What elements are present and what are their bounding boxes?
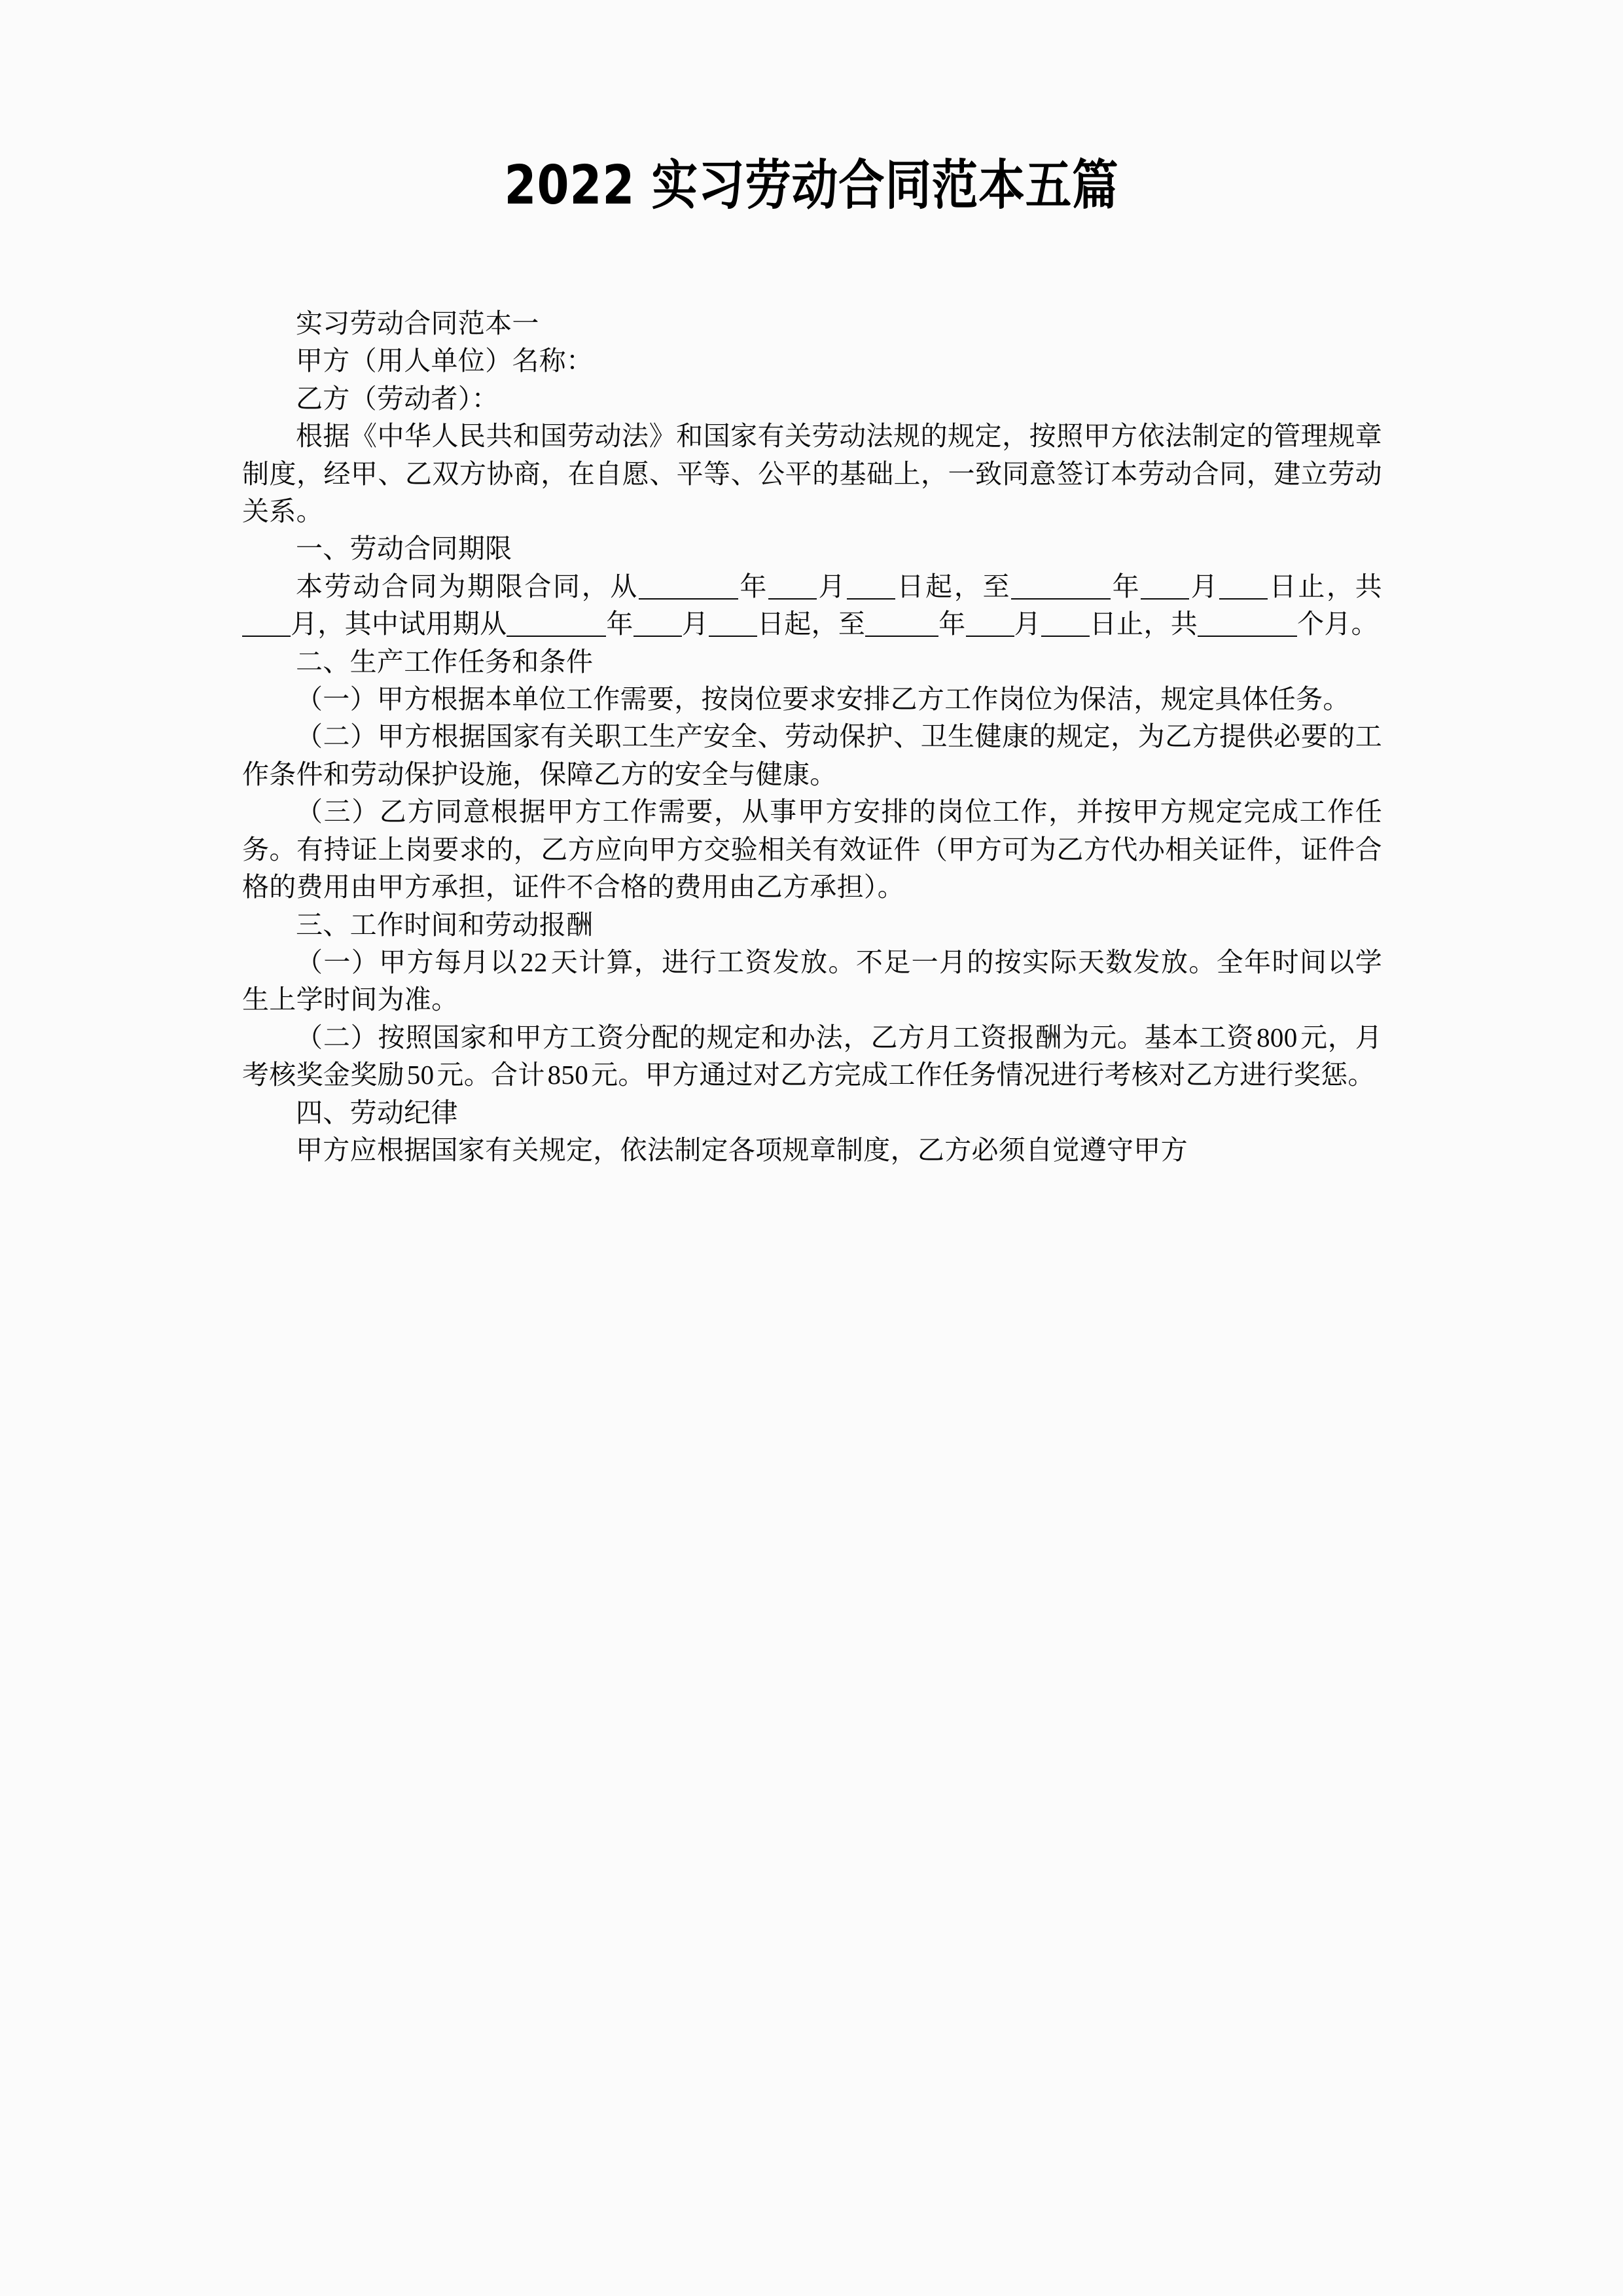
term-text-3: 月	[817, 571, 847, 601]
paragraph-item-3-2	[242, 1019, 1382, 1094]
work-days-text-a: （一）甲方每月以	[296, 946, 518, 977]
wage-text-b: 元，月考核奖金奖励	[242, 1022, 1382, 1090]
term-text-15: 个月。	[1297, 609, 1378, 639]
term-text-12: 年	[938, 609, 966, 639]
paragraph-party-a-name: 甲方（用人单位）名称：	[296, 346, 594, 376]
term-text-14: 日止，共	[1089, 609, 1198, 639]
wage-base-value: 800	[1257, 1022, 1298, 1052]
blank-probation-total-months[interactable]	[1198, 616, 1297, 637]
term-text-9: 年	[606, 609, 633, 639]
paragraph-contract-term	[242, 568, 1382, 643]
paragraph-item-2-2: （二）甲方根据国家有关职工生产安全、劳动保护、卫生健康的规定，为乙方提供必要的工作条件和劳动保护设施，保障乙方的安全与健康。	[242, 721, 1382, 789]
paragraph-item-2-3: （三）乙方同意根据甲方工作需要，从事甲方安排的岗位工作，并按甲方规定完成工作任务。有持证上岗要求的，乙方应向甲方交验相关有效证件（甲方可为乙方代办相关证件，证件合格的费用由甲方承担，证件不合格的费用由乙方承担）。	[242, 797, 1382, 903]
blank-probation-end-day[interactable]	[1041, 616, 1090, 637]
section-heading-1: 一、劳动合同期限	[296, 533, 512, 564]
term-text-10: 月	[681, 609, 709, 639]
paragraph-item-3-1	[242, 944, 1382, 1019]
blank-probation-start-month[interactable]	[633, 616, 682, 637]
section-heading-2: 二、生产工作任务和条件	[296, 646, 594, 677]
paragraph-preamble: 根据《中华人民共和国劳动法》和国家有关劳动法规的规定，按照甲方依法制定的管理规章制度，经甲、乙双方协商，在自愿、平等、公平的基础上，一致同意签订本劳动合同，建立劳动关系。	[242, 421, 1382, 527]
section-heading-3: 三、工作时间和劳动报酬	[296, 909, 594, 940]
term-text-1: 本劳动合同为期限合同，从	[296, 571, 639, 601]
term-text-13: 月	[1014, 609, 1041, 639]
work-days-text-b: 天计算，进行工资发放。不足一月的按实际天数发放。全年时间以学生上学时间为准。	[242, 946, 1382, 1015]
wage-text-d: 元。甲方通过对乙方完成工作任务情况进行考核对乙方进行奖惩。	[591, 1060, 1375, 1090]
work-days-value: 22	[520, 946, 548, 977]
term-text-6: 月	[1189, 571, 1220, 601]
blank-probation-end-month[interactable]	[966, 616, 1014, 637]
blank-start-month[interactable]	[768, 579, 817, 600]
blank-probation-start-day[interactable]	[709, 616, 757, 637]
term-text-11: 日起，至	[757, 609, 866, 639]
term-text-7: 日止，共	[1268, 571, 1382, 601]
paragraph-sample-heading: 实习劳动合同范本一	[296, 308, 539, 338]
term-text-5: 年	[1111, 571, 1141, 601]
page-title: 2022 实习劳动合同范本五篇	[504, 154, 1119, 217]
paragraph-party-b-name: 乙方（劳动者）：	[296, 383, 499, 414]
wage-bonus-value: 50	[406, 1060, 435, 1090]
paragraph-item-4-1: 甲方应根据国家有关规定，依法制定各项规章制度，乙方必须自觉遵守甲方	[296, 1134, 1188, 1165]
blank-start-day[interactable]	[847, 579, 895, 600]
blank-end-day[interactable]	[1219, 579, 1268, 600]
term-text-4: 日起，至	[895, 571, 1012, 601]
paragraph-item-2-1: （一）甲方根据本单位工作需要，按岗位要求安排乙方工作岗位为保洁，规定具体任务。	[296, 684, 1350, 715]
section-heading-4: 四、劳动纪律	[296, 1097, 458, 1128]
wage-text-a: （二）按照国家和甲方工资分配的规定和办法，乙方月工资报酬为元。基本工资	[296, 1022, 1255, 1052]
blank-start-year[interactable]	[639, 579, 738, 600]
blank-total-months[interactable]	[242, 616, 291, 637]
blank-probation-end-year[interactable]	[865, 616, 938, 637]
wage-total-value: 850	[547, 1060, 589, 1090]
blank-probation-start-year[interactable]	[507, 616, 606, 637]
blank-end-month[interactable]	[1141, 579, 1189, 600]
term-text-2: 年	[738, 571, 769, 601]
document-body	[242, 305, 1382, 1169]
wage-text-c: 元。合计	[437, 1060, 545, 1090]
term-text-8: 月，其中试用期从	[291, 609, 507, 639]
blank-end-year[interactable]	[1011, 579, 1111, 600]
